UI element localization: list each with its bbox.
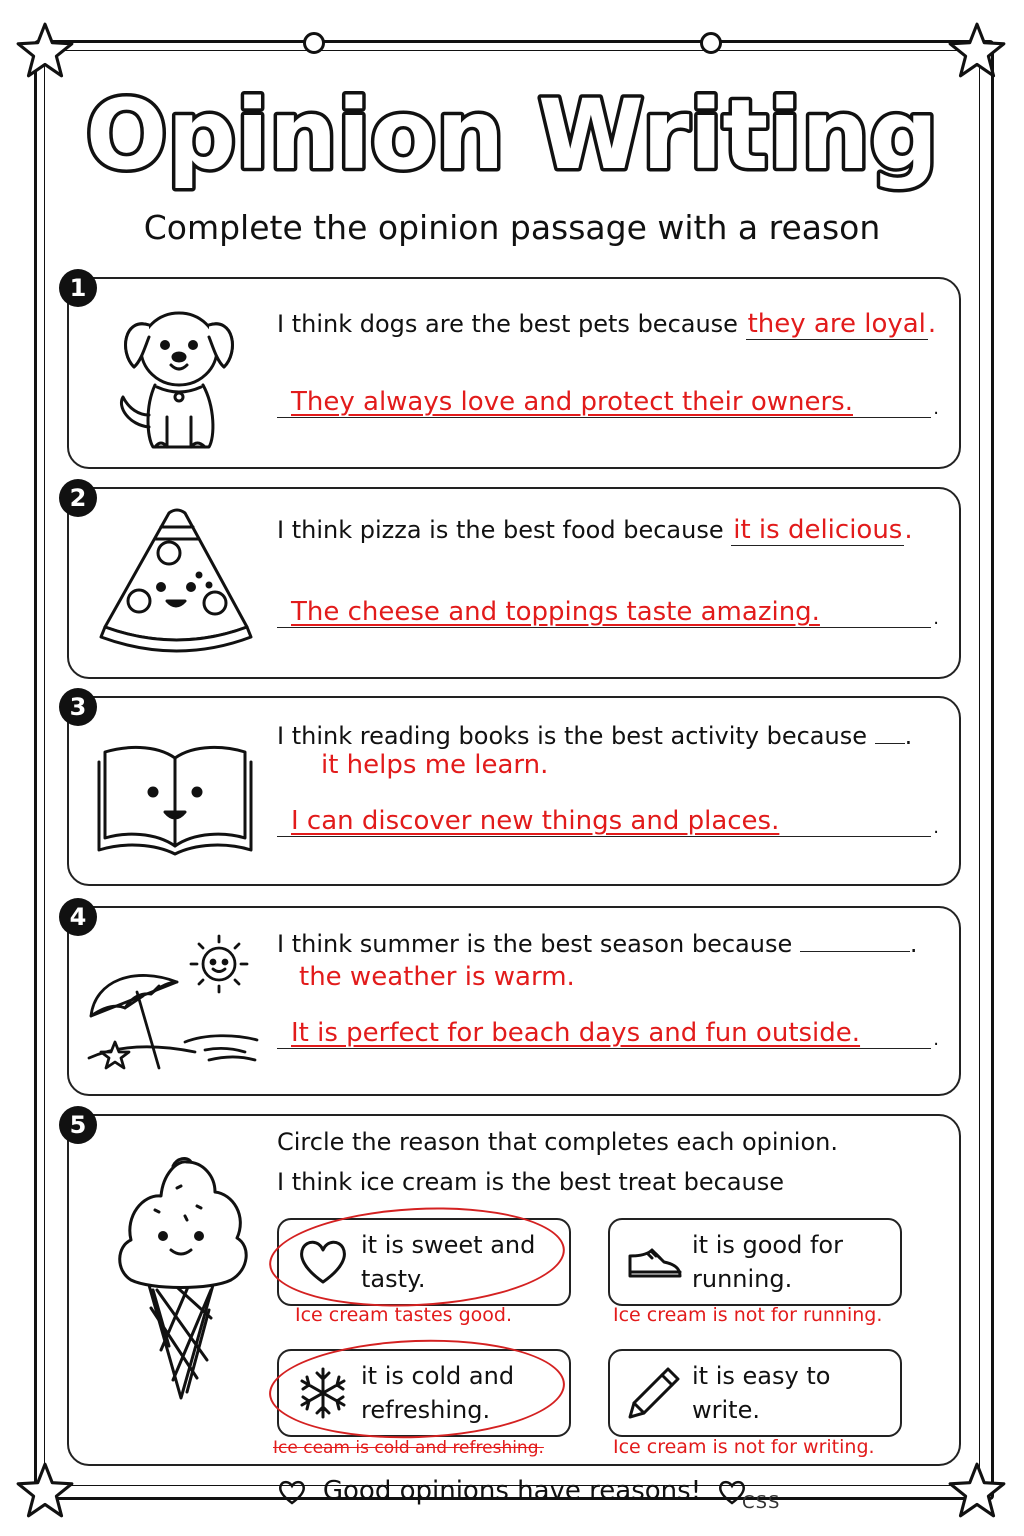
option-note: Ice cream tastes good. [295, 1304, 512, 1326]
question-prompt: I think pizza is the best food because it is delicious. [277, 515, 913, 545]
border-knob [700, 32, 722, 54]
border-knob [303, 32, 325, 54]
question-number: 4 [59, 898, 97, 936]
option-text: it is sweet and tasty. [361, 1231, 536, 1293]
question-card-3 [67, 693, 961, 886]
question-prompt: I think reading books is the best activity because . [277, 722, 913, 750]
pizza-icon [97, 503, 257, 653]
book-icon [95, 738, 255, 858]
reason-line: It is perfect for beach days and fun outside. . [277, 1018, 931, 1049]
question-number: 3 [59, 688, 97, 726]
question-number: 5 [59, 1106, 97, 1144]
subtitle: Complete the opinion passage with a reason [143, 208, 881, 247]
footer-message [0, 1476, 1024, 1506]
answer-text: the weather is warm. [299, 962, 575, 992]
question-card-2 [67, 484, 961, 679]
question-prompt: I think summer is the best season because . [277, 930, 918, 958]
option-note: Ice cream is not for running. [613, 1304, 883, 1326]
option-note: Ice ceam is cold and refreshing. [273, 1438, 544, 1458]
question-card-1 [67, 274, 961, 469]
answer-text: it helps me learn. [321, 750, 549, 780]
question-card-4 [67, 903, 961, 1096]
instruction-text: Circle the reason that completes each opinion. [277, 1128, 838, 1156]
option-text: it is cold and refreshing. [361, 1362, 515, 1424]
answer-blank: they are loyal [747, 309, 926, 339]
option-running[interactable] [608, 1218, 902, 1306]
answer-blank [800, 951, 910, 952]
shoe-icon [624, 1232, 684, 1292]
question-prompt: I think dogs are the best pets because they are loyal. [277, 309, 937, 339]
answer-blank: it is delicious [733, 515, 903, 545]
pencil-icon [624, 1363, 684, 1423]
footer-text: Good opinions have reasons! [322, 1476, 702, 1506]
reason-line: They always love and protect their owners. . [277, 387, 931, 418]
page-title [60, 60, 964, 210]
ice-cream-icon [111, 1150, 251, 1404]
reason-line: The cheese and toppings taste amazing. . [277, 597, 931, 628]
question-number: 1 [59, 269, 97, 307]
question-number: 2 [59, 479, 97, 517]
option-note: Ice cream is not for writing. [613, 1436, 875, 1458]
dog-icon [109, 297, 249, 455]
option-text: it is easy to write. [692, 1362, 831, 1424]
answer-blank [875, 743, 905, 744]
question-card-5 [67, 1111, 961, 1466]
option-text: it is good for running. [692, 1231, 843, 1293]
question-prompt: I think ice cream is the best treat because [277, 1168, 785, 1196]
svg-text:Opinion Writing: Opinion Writing [85, 79, 939, 191]
option-writing[interactable] [608, 1349, 902, 1437]
reason-line: I can discover new things and places. . [277, 806, 931, 837]
watermark: CSS [742, 1492, 781, 1513]
beach-icon [85, 922, 265, 1078]
heart-icon [277, 1478, 307, 1506]
